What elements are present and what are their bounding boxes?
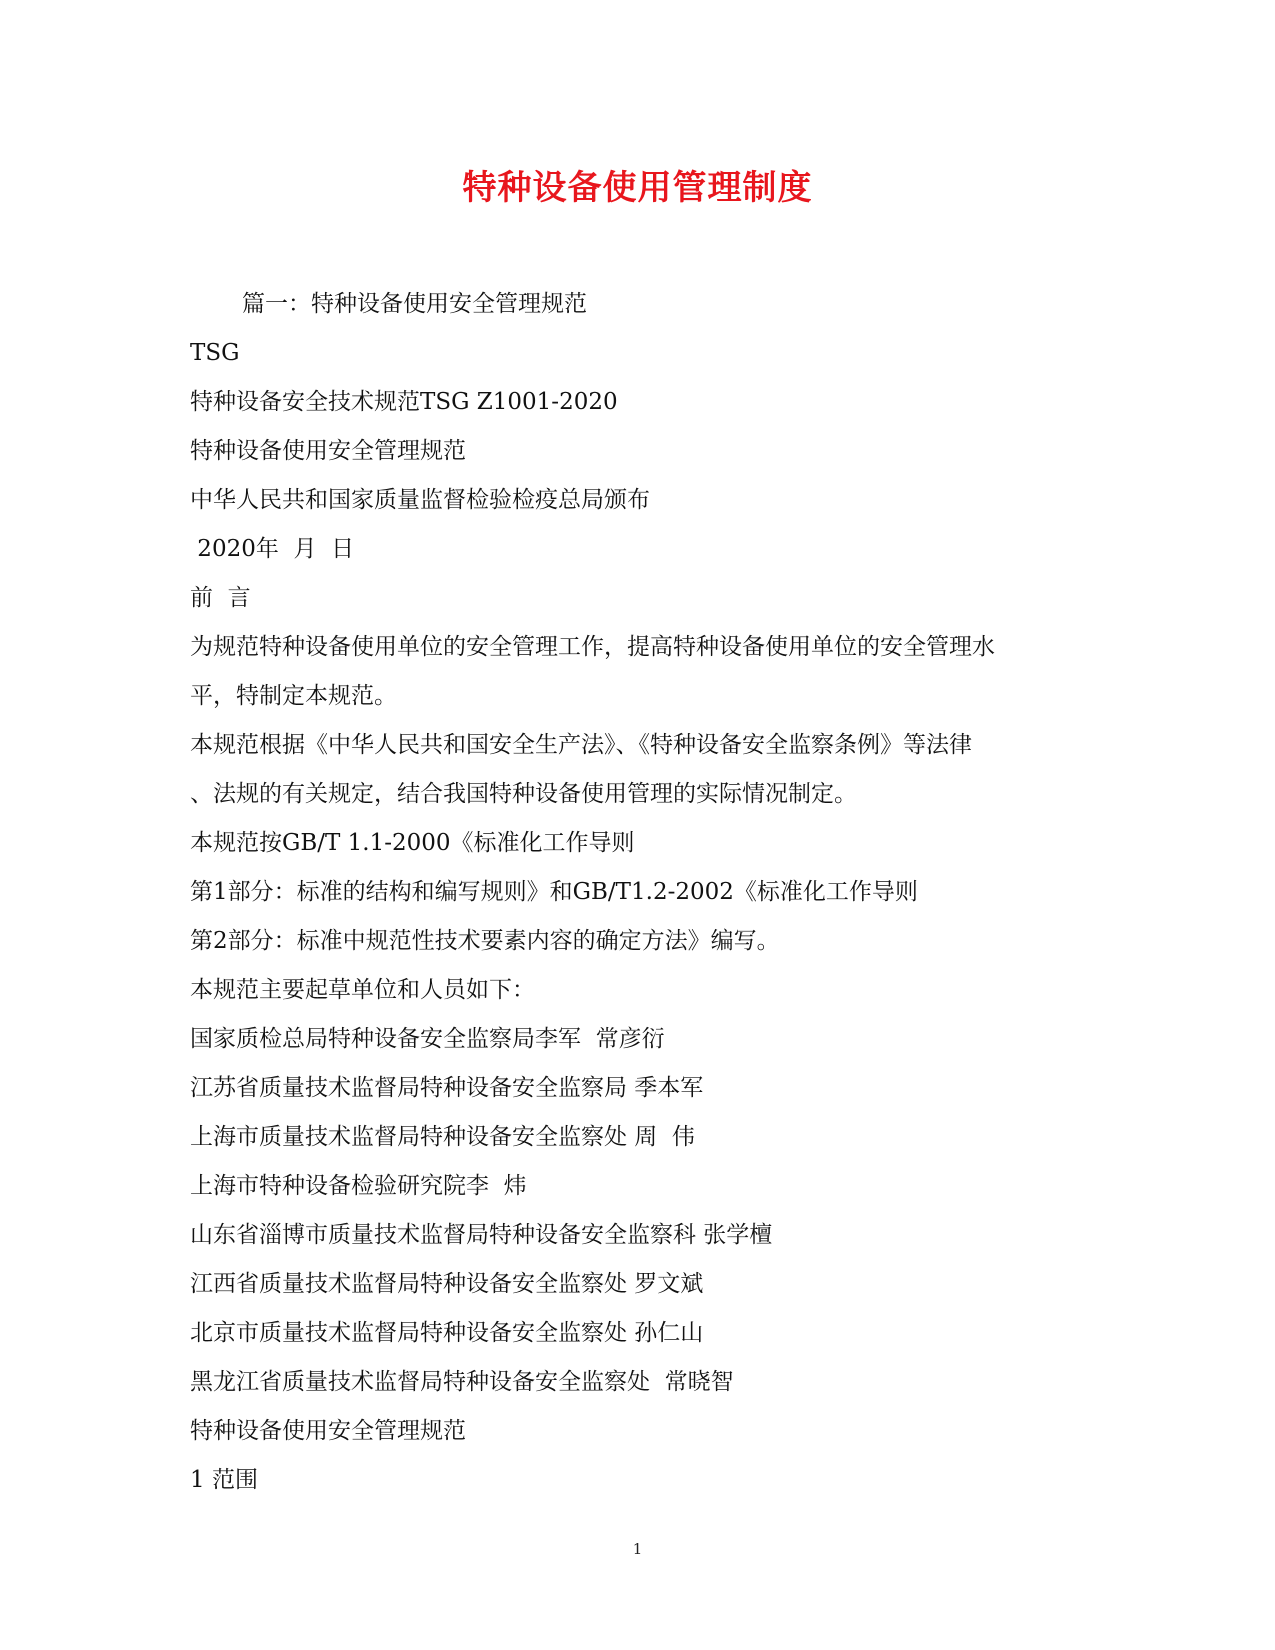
drafter-line: 上海市特种设备检验研究院李 炜 — [190, 1173, 527, 1199]
text-line: 平，特制定本规范。 — [190, 683, 397, 709]
text-line: 第1部分：标准的结构和编写规则》和GB/T1.2-2002《标准化工作导则 — [190, 879, 918, 905]
drafter-line: 黑龙江省质量技术监督局特种设备安全监察处 常晓智 — [190, 1369, 734, 1395]
document-title: 特种设备使用管理制度 — [462, 168, 813, 208]
text-line: 本规范主要起草单位和人员如下： — [190, 977, 535, 1003]
text-line: 为规范特种设备使用单位的安全管理工作，提高特种设备使用单位的安全管理水 — [190, 634, 995, 660]
drafter-line: 国家质检总局特种设备安全监察局李军 常彦衍 — [190, 1026, 665, 1052]
drafter-line: 江苏省质量技术监督局特种设备安全监察局 季本军 — [190, 1075, 704, 1101]
page-number: 1 — [632, 1540, 643, 1558]
drafter-line: 北京市质量技术监督局特种设备安全监察处 孙仁山 — [190, 1320, 704, 1346]
text-line: 、法规的有关规定，结合我国特种设备使用管理的实际情况制定。 — [190, 781, 857, 807]
text-line: 中华人民共和国家质量监督检验检疫总局颁布 — [190, 487, 650, 513]
text-line: 第2部分：标准中规范性技术要素内容的确定方法》编写。 — [190, 928, 780, 954]
text-line: 本规范根据《中华人民共和国安全生产法》、《特种设备安全监察条例》等法律 — [190, 732, 972, 758]
text-line: 本规范按GB/T 1.1-2000《标准化工作导则 — [190, 830, 635, 856]
drafter-line: 上海市质量技术监督局特种设备安全监察处 周 伟 — [190, 1124, 695, 1150]
section-number-heading: 1 范围 — [190, 1467, 258, 1493]
drafter-line: 江西省质量技术监督局特种设备安全监察处 罗文斌 — [190, 1271, 704, 1297]
text-line: TSG — [190, 340, 240, 366]
text-line: 特种设备使用安全管理规范 — [190, 438, 466, 464]
preface-heading: 前 言 — [190, 585, 251, 611]
document-body — [190, 280, 1070, 1505]
date-line: 2020年 月 日 — [190, 536, 355, 562]
drafter-line: 山东省淄博市质量技术监督局特种设备安全监察科 张学檀 — [190, 1222, 773, 1248]
section-heading: 篇一：特种设备使用安全管理规范 — [242, 291, 587, 317]
text-line: 特种设备安全技术规范TSG Z1001-2020 — [190, 389, 618, 415]
text-line: 特种设备使用安全管理规范 — [190, 1418, 466, 1444]
